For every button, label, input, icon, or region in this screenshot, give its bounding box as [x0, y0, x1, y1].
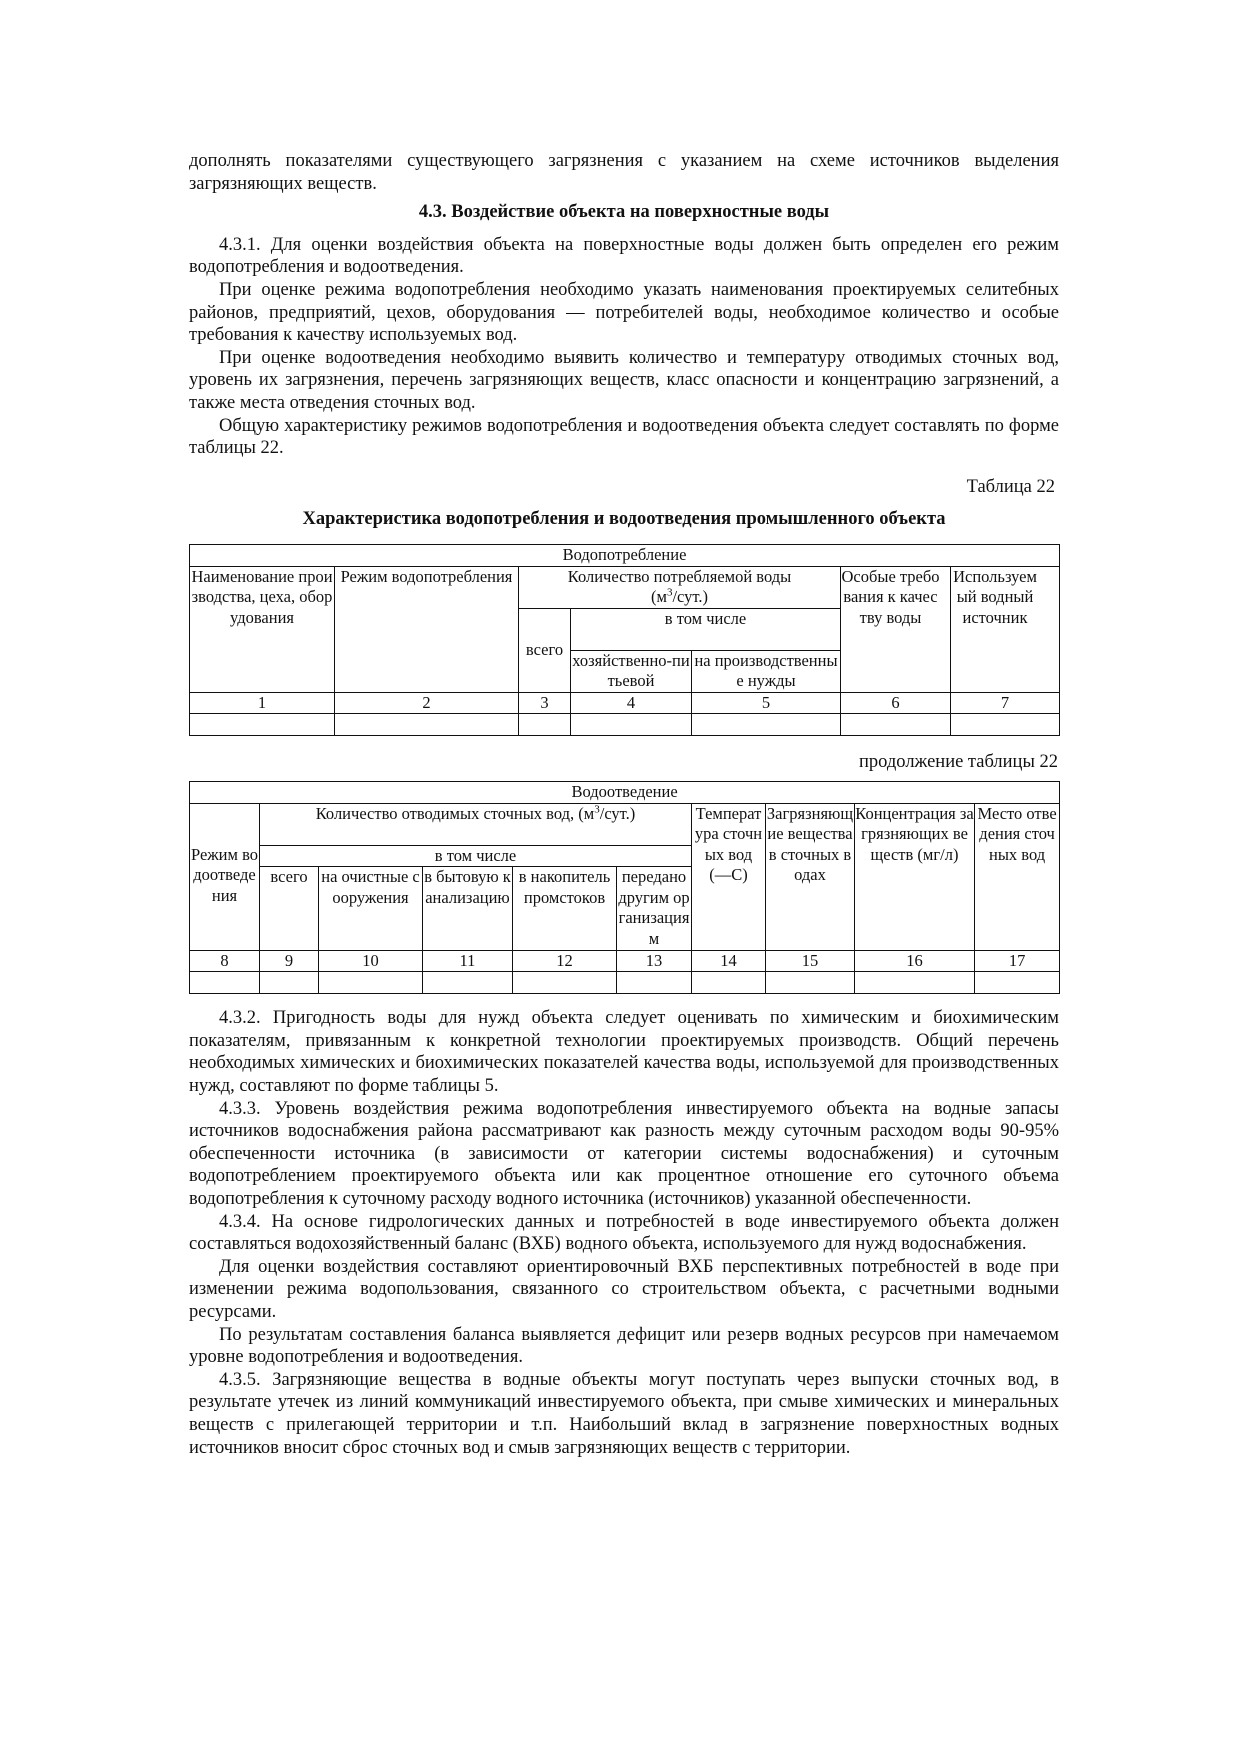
col-header-source: Используемый водный источник [951, 566, 1060, 692]
column-number: 14 [692, 950, 766, 972]
col-header-discharge-quantity: Количество отводимых сточных вод, $(м^3/сут.)$ [260, 803, 692, 845]
col-header-transferred: передано другим организациям [617, 867, 692, 950]
column-number: 3 [519, 692, 571, 714]
paragraph-summary: Общую характеристику режимов водопотребления и водоотведения объекта следует составлять по форме таблицы 22. [189, 415, 1059, 459]
table-title: Характеристика водопотребления и водоотведения промышленного объекта [302, 509, 946, 530]
empty-cell [766, 972, 855, 994]
empty-cell [617, 972, 692, 994]
empty-cell [692, 972, 766, 994]
col-header-temperature: Температура сточных вод (—С) [692, 803, 766, 950]
column-number: 6 [841, 692, 951, 714]
paragraph-4-3-5: 4.3.5. Загрязняющие вещества в водные объекты могут поступать через выпуски сточных вод, в результате утечек из линий коммуникаций инвестируемого объекта, при смыве химических и минеральных веществ с прилегающей территории и т.п. Наибольший вклад в загрязнение поверхностных водных источников вносит сброс сточных вод и смыв загрязняющих веществ с территории. [189, 1369, 1059, 1458]
column-number: 17 [975, 950, 1060, 972]
empty-cell [513, 972, 617, 994]
empty-cell [951, 714, 1060, 736]
empty-cell [319, 972, 423, 994]
empty-cell [519, 714, 571, 736]
column-number: 15 [766, 950, 855, 972]
column-number: 4 [571, 692, 692, 714]
col-header-sewer: в бытовую канализацию [423, 867, 513, 950]
empty-cell [841, 714, 951, 736]
paragraph-consumption: При оценке режима водопотребления необходимо указать наименования проектируемых селитебных районов, предприятий, цехов, оборудования — потребителей воды, необходимое количество и особые требования к качеству используемых вод. [189, 279, 1059, 346]
paragraph-4-3-3: 4.3.3. Уровень воздействия режима водопотребления инвестируемого объекта на водные запасы источников водоснабжения района рассматривают как разность между суточным расходом воды 90-95% обеспеченности источника (в зависимости от категории системы водоснабжения) и суточным водопотреблением проектируемого объекта или как процентное отношение его суточного объема водопотребления к суточному расходу водного источника (источников) указанной обеспеченности. [189, 1098, 1059, 1209]
paragraph-4-3-1: 4.3.1. Для оценки воздействия объекта на поверхностные воды должен быть определен его режим водопотребления и водоотведения. [189, 234, 1059, 278]
paragraphs-after [189, 1007, 1059, 1459]
empty-cell [975, 972, 1060, 994]
col-header-mode: Режим водопотребления [335, 566, 519, 692]
col-header-concentration: Концентрация загрязняющих веществ (мг/л) [855, 803, 975, 950]
col-header-pollutants: Загрязняющие вещества в сточных водах [766, 803, 855, 950]
col-header-including: в том числе [571, 608, 841, 650]
table-caption: Таблица 22 [966, 476, 1055, 497]
paragraph-4-3-4: 4.3.4. На основе гидрологических данных и потребностей в воде инвестируемого объекта должен составляться водохозяйственный баланс (ВХБ) водного объекта, используемого для нужд водоснабжения. [189, 1211, 1059, 1255]
col-header-discharge-mode: Режим водоотведения [190, 803, 260, 950]
water-discharge-table [189, 781, 1060, 994]
col-header-treatment: на очистные сооружения [319, 867, 423, 950]
section-title: 4.3. Воздействие объекта на поверхностные воды [418, 202, 830, 223]
empty-cell [571, 714, 692, 736]
col-header-industrial: на производственные нужды [692, 650, 841, 692]
column-number: 9 [260, 950, 319, 972]
col-header-place: Место отведения сточных вод [975, 803, 1060, 950]
empty-cell [190, 714, 335, 736]
empty-cell [855, 972, 975, 994]
column-number: 10 [319, 950, 423, 972]
empty-cell [423, 972, 513, 994]
column-number: 11 [423, 950, 513, 972]
col-header-discharge-total: всего [260, 867, 319, 950]
column-number: 2 [335, 692, 519, 714]
column-number: 1 [190, 692, 335, 714]
col-header-discharge-including: в том числе [260, 845, 692, 867]
paragraph-discharge: При оценке водоотведения необходимо выявить количество и температуру отводимых сточных вод, уровень их загрязнения, перечень загрязняющих веществ, класс опасности и концентрацию загрязнений, а также места отведения сточных вод. [189, 347, 1059, 413]
group-header-consumption: Водопотребление [190, 544, 1060, 566]
column-number: 5 [692, 692, 841, 714]
col-header-quantity: Количество потребляемой воды $(м^3/сут.)$ [519, 566, 841, 608]
col-header-household: хозяйственно-питьевой [571, 650, 692, 692]
empty-cell [335, 714, 519, 736]
column-number: 7 [951, 692, 1060, 714]
col-header-special: Особые требования к качеству воды [841, 566, 951, 692]
column-number: 13 [617, 950, 692, 972]
col-header-total: всего [519, 608, 571, 692]
document-page [189, 150, 1059, 1459]
table-continuation-caption: продолжение таблицы 22 [859, 752, 1058, 773]
paragraph-balance: По результатам составления баланса выявляется дефицит или резерв водных ресурсов при намечаемом уровне водопотребления и водоотведения. [189, 1324, 1059, 1368]
empty-cell [190, 972, 260, 994]
group-header-discharge: Водоотведение [190, 782, 1060, 804]
paragraph-4-3-2: 4.3.2. Пригодность воды для нужд объекта следует оценивать по химическим и биохимическим показателям, привязанным к конкретной технологии проектируемых производств. Общий перечень необходимых химических и биохимических показателей качества воды, используемой для производственных нужд, составляют по форме таблицы 5. [189, 1008, 1059, 1096]
empty-cell [692, 714, 841, 736]
column-number: 8 [190, 950, 260, 972]
empty-cell [260, 972, 319, 994]
column-number: 12 [513, 950, 617, 972]
col-header-name: Наименование производства, цеха, оборудования [190, 566, 335, 692]
intro-paragraph: дополнять показателями существующего загрязнения с указанием на схеме источников выделения загрязняющих веществ. [189, 151, 1059, 194]
paragraph-assessment: Для оценки воздействия составляют ориентировочный ВХБ перспективных потребностей в воде при изменении режима водопользования, связанного со строительством объекта, с расчетными водными ресурсами. [189, 1256, 1059, 1322]
quantity-label: Количество потребляемой воды [567, 566, 792, 586]
column-number: 16 [855, 950, 975, 972]
col-header-storage: в накопитель промстоков [513, 867, 617, 950]
water-consumption-table [189, 544, 1060, 737]
